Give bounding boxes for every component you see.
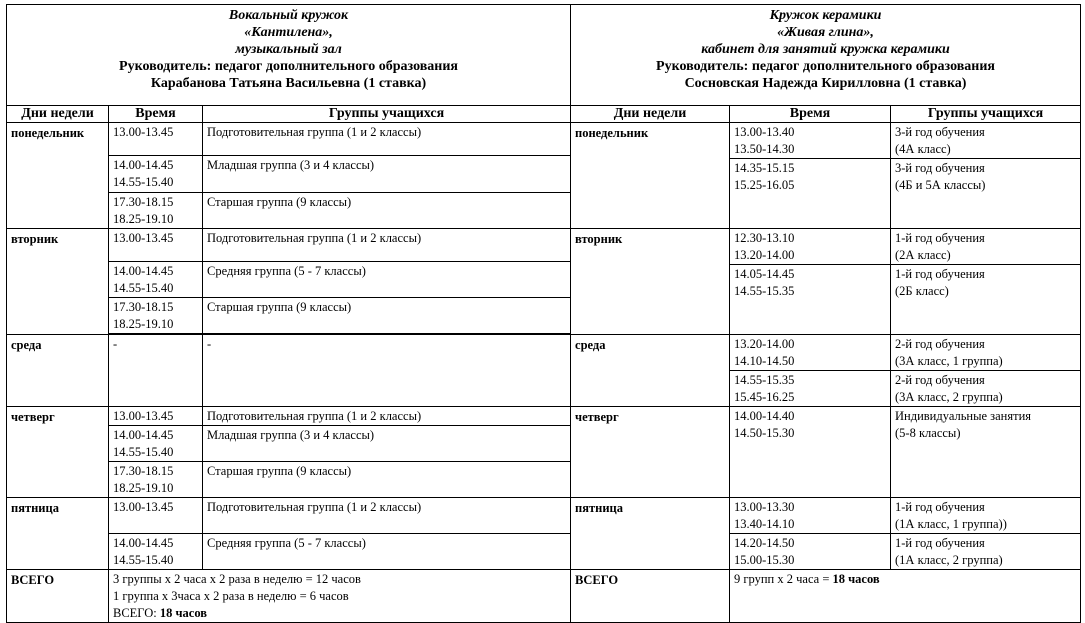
ceramics-time-line: 14.20-14.50: [734, 536, 795, 550]
vocal-time-cell: [109, 407, 203, 426]
vocal-group-line: Подготовительная группа (1 и 2 классы): [207, 231, 422, 245]
ceramics-group-line: 3-й год обучения: [895, 125, 985, 139]
vocal-group-line: Старшая группа (9 классы): [207, 464, 352, 478]
vocal-total-line: 1 группа х 3часа х 2 раза в неделю = 6 часов: [113, 589, 349, 603]
schedule-table: [6, 4, 1081, 623]
ceramics-group-line: (4А класс): [895, 142, 951, 156]
vocal-time-line: 18.25-19.10: [113, 212, 174, 226]
vocal-total-cell: [109, 570, 571, 623]
ceramics-time-line: 15.00-15.30: [734, 553, 795, 567]
ceramics-group-line: (4Б и 5А классы): [895, 178, 986, 192]
schedule-row: [7, 123, 1081, 156]
ceramics-time-cell: [730, 159, 891, 229]
vocal-total-line: 3 группы х 2 часа х 2 раза в неделю = 12 часов: [113, 572, 361, 586]
ceramics-time-cell: [730, 265, 891, 335]
schedule-row: [7, 534, 1081, 570]
vocal-club-header: [7, 5, 571, 106]
vocal-group-line: Подготовительная группа (1 и 2 классы): [207, 409, 422, 423]
ceramics-club-quote-name: «Живая глина»,: [777, 25, 874, 40]
ceramics-group-cell: [891, 123, 1081, 159]
ceramics-time-cell: [730, 123, 891, 159]
schedule-row: [7, 229, 1081, 262]
vocal-time-line: 13.00-13.45: [113, 409, 174, 423]
ceramics-time-line: 13.00-13.40: [734, 125, 795, 139]
ceramics-col-group: Группы учащихся: [891, 106, 1081, 123]
vocal-time-line: 14.00-14.45: [113, 264, 174, 278]
vocal-time-cell: [109, 498, 203, 534]
ceramics-time-line: 15.45-16.25: [734, 390, 795, 404]
vocal-time-line: 18.25-19.10: [113, 317, 174, 331]
column-header-row: [7, 106, 1081, 123]
vocal-group-line: Старшая группа (9 классы): [207, 300, 352, 314]
ceramics-time-line: 13.00-13.30: [734, 500, 795, 514]
vocal-time-cell: [109, 123, 203, 156]
vocal-time-line: 13.00-13.45: [113, 500, 174, 514]
vocal-time-cell: [109, 156, 203, 193]
ceramics-time-cell: [730, 534, 891, 570]
ceramics-club-name: Кружок керамики: [769, 8, 882, 23]
vocal-total-sum-value: 18 часов: [159, 606, 208, 620]
ceramics-col-day: Дни недели: [571, 106, 730, 123]
vocal-club-leader-name: Карабанова Татьяна Васильевна (1 ставка): [150, 76, 427, 91]
vocal-group-cell: [203, 426, 571, 462]
vocal-col-time: Время: [109, 106, 203, 123]
schedule-row: [7, 407, 1081, 426]
ceramics-total-prefix: 9 групп х 2 часа =: [734, 572, 833, 586]
ceramics-group-cell: [891, 407, 1081, 498]
vocal-total-sum-prefix: ВСЕГО:: [113, 606, 160, 620]
vocal-time-line: 14.55-15.40: [113, 175, 174, 189]
vocal-group-cell: [203, 123, 571, 156]
ceramics-time-cell: [730, 335, 891, 371]
vocal-group-line: Подготовительная группа (1 и 2 классы): [207, 125, 422, 139]
vocal-group-cell: [203, 193, 571, 229]
ceramics-day-name: пятница: [571, 498, 730, 570]
vocal-time-line: 17.30-18.15: [113, 195, 174, 209]
vocal-group-line: Средняя группа (5 - 7 классы): [207, 536, 366, 550]
vocal-time-line: 18.25-19.10: [113, 481, 174, 495]
vocal-time-cell: [109, 229, 203, 262]
ceramics-col-time: Время: [730, 106, 891, 123]
vocal-group-cell: [203, 534, 571, 570]
ceramics-time-line: 13.20-14.00: [734, 337, 795, 351]
ceramics-group-cell: [891, 265, 1081, 335]
vocal-group-cell: [203, 298, 571, 334]
vocal-group-line: Подготовительная группа (1 и 2 классы): [207, 500, 422, 514]
ceramics-time-cell: [730, 229, 891, 265]
ceramics-time-line: 14.35-15.15: [734, 161, 795, 175]
ceramics-club-leader-role: Руководитель: педагог дополнительного образования: [656, 59, 996, 74]
ceramics-group-line: (3А класс, 2 группа): [895, 390, 1003, 404]
vocal-time-line: -: [113, 337, 118, 351]
ceramics-group-cell: [891, 159, 1081, 229]
ceramics-group-cell: [891, 498, 1081, 534]
vocal-group-cell: [203, 262, 571, 298]
vocal-time-cell: [109, 298, 203, 334]
vocal-time-line: 17.30-18.15: [113, 300, 174, 314]
vocal-club-name: Вокальный кружок: [228, 8, 349, 23]
ceramics-time-line: 13.20-14.00: [734, 248, 795, 262]
ceramics-group-line: (1А класс, 1 группа)): [895, 517, 1007, 531]
ceramics-day-name: четверг: [571, 407, 730, 498]
vocal-time-cell: [109, 426, 203, 462]
vocal-day-name: вторник: [7, 229, 109, 335]
ceramics-time-line: 14.55-15.35: [734, 284, 795, 298]
ceramics-total-value: 18 часов: [832, 572, 880, 586]
vocal-time-cell: [109, 262, 203, 298]
ceramics-group-line: Индивидуальные занятия: [895, 409, 1032, 423]
ceramics-group-line: (5-8 классы): [895, 426, 961, 440]
ceramics-time-cell: [730, 407, 891, 498]
vocal-group-cell: [203, 407, 571, 426]
ceramics-day-name: понедельник: [571, 123, 730, 229]
vocal-group-cell: [203, 498, 571, 534]
vocal-time-cell: [109, 335, 203, 407]
vocal-club-leader-role: Руководитель: педагог дополнительного образования: [119, 59, 458, 74]
vocal-total-label: ВСЕГО: [7, 570, 109, 623]
vocal-time-line: 14.00-14.45: [113, 536, 174, 550]
header-row: [7, 5, 1081, 106]
ceramics-group-line: 1-й год обучения: [895, 267, 985, 281]
vocal-group-cell: [203, 229, 571, 262]
vocal-club-quote-name: «Кантилена»,: [244, 25, 333, 40]
ceramics-day-name: среда: [571, 335, 730, 407]
ceramics-time-line: 15.25-16.05: [734, 178, 795, 192]
vocal-col-group: Группы учащихся: [203, 106, 571, 123]
schedule-row: [7, 498, 1081, 534]
ceramics-time-cell: [730, 371, 891, 407]
vocal-group-line: Средняя группа (5 - 7 классы): [207, 264, 366, 278]
vocal-group-cell: [203, 156, 571, 193]
vocal-total-sum: [113, 605, 570, 622]
ceramics-time-line: 14.05-14.45: [734, 267, 795, 281]
vocal-day-name: среда: [7, 335, 109, 407]
vocal-group-line: Старшая группа (9 классы): [207, 195, 352, 209]
ceramics-time-line: 14.00-14.40: [734, 409, 795, 423]
vocal-time-line: 14.00-14.45: [113, 428, 174, 442]
ceramics-time-line: 12.30-13.10: [734, 231, 795, 245]
vocal-time-line: 17.30-18.15: [113, 464, 174, 478]
vocal-time-cell: [109, 462, 203, 498]
ceramics-group-cell: [891, 371, 1081, 407]
ceramics-group-line: (2Б класс): [895, 284, 949, 298]
ceramics-club-leader-name: Сосновская Надежда Кирилловна (1 ставка): [684, 76, 967, 91]
ceramics-total-cell: [730, 570, 1081, 623]
ceramics-time-line: 13.50-14.30: [734, 142, 795, 156]
vocal-time-line: 14.55-15.40: [113, 445, 174, 459]
vocal-group-line: -: [207, 337, 212, 351]
schedule-body: [7, 5, 1081, 623]
schedule-row: [7, 335, 1081, 371]
ceramics-time-cell: [730, 498, 891, 534]
vocal-time-line: 13.00-13.45: [113, 125, 174, 139]
ceramics-group-line: 1-й год обучения: [895, 231, 985, 245]
vocal-time-line: 14.55-15.40: [113, 553, 174, 567]
ceramics-club-header: [571, 5, 1081, 106]
ceramics-group-cell: [891, 534, 1081, 570]
vocal-time-line: 14.00-14.45: [113, 158, 174, 172]
ceramics-group-line: 2-й год обучения: [895, 337, 985, 351]
ceramics-time-line: 14.50-15.30: [734, 426, 795, 440]
ceramics-day-name: вторник: [571, 229, 730, 335]
ceramics-group-line: (3А класс, 1 группа): [895, 354, 1003, 368]
vocal-group-cell: [203, 462, 571, 498]
ceramics-time-line: 14.55-15.35: [734, 373, 795, 387]
vocal-group-line: Младшая группа (3 и 4 классы): [207, 158, 375, 172]
vocal-col-day: Дни недели: [7, 106, 109, 123]
vocal-day-name: понедельник: [7, 123, 109, 229]
vocal-day-name: четверг: [7, 407, 109, 498]
ceramics-total-label: ВСЕГО: [571, 570, 730, 623]
vocal-group-line: Младшая группа (3 и 4 классы): [207, 428, 375, 442]
vocal-time-line: 13.00-13.45: [113, 231, 174, 245]
ceramics-group-line: (2А класс): [895, 248, 951, 262]
ceramics-group-line: 1-й год обучения: [895, 536, 985, 550]
ceramics-group-cell: [891, 335, 1081, 371]
vocal-day-name: пятница: [7, 498, 109, 570]
vocal-time-line: 14.55-15.40: [113, 281, 174, 295]
vocal-group-cell: [203, 335, 571, 407]
ceramics-group-line: 2-й год обучения: [895, 373, 985, 387]
ceramics-group-cell: [891, 229, 1081, 265]
ceramics-time-line: 13.40-14.10: [734, 517, 795, 531]
ceramics-group-line: (1А класс, 2 группа): [895, 553, 1003, 567]
ceramics-time-line: 14.10-14.50: [734, 354, 795, 368]
ceramics-group-line: 1-й год обучения: [895, 500, 985, 514]
ceramics-group-line: 3-й год обучения: [895, 161, 985, 175]
ceramics-club-room: кабинет для занятий кружка керамики: [701, 42, 950, 57]
vocal-time-cell: [109, 193, 203, 229]
vocal-time-cell: [109, 534, 203, 570]
vocal-club-room: музыкальный зал: [235, 42, 342, 57]
total-row: [7, 570, 1081, 623]
